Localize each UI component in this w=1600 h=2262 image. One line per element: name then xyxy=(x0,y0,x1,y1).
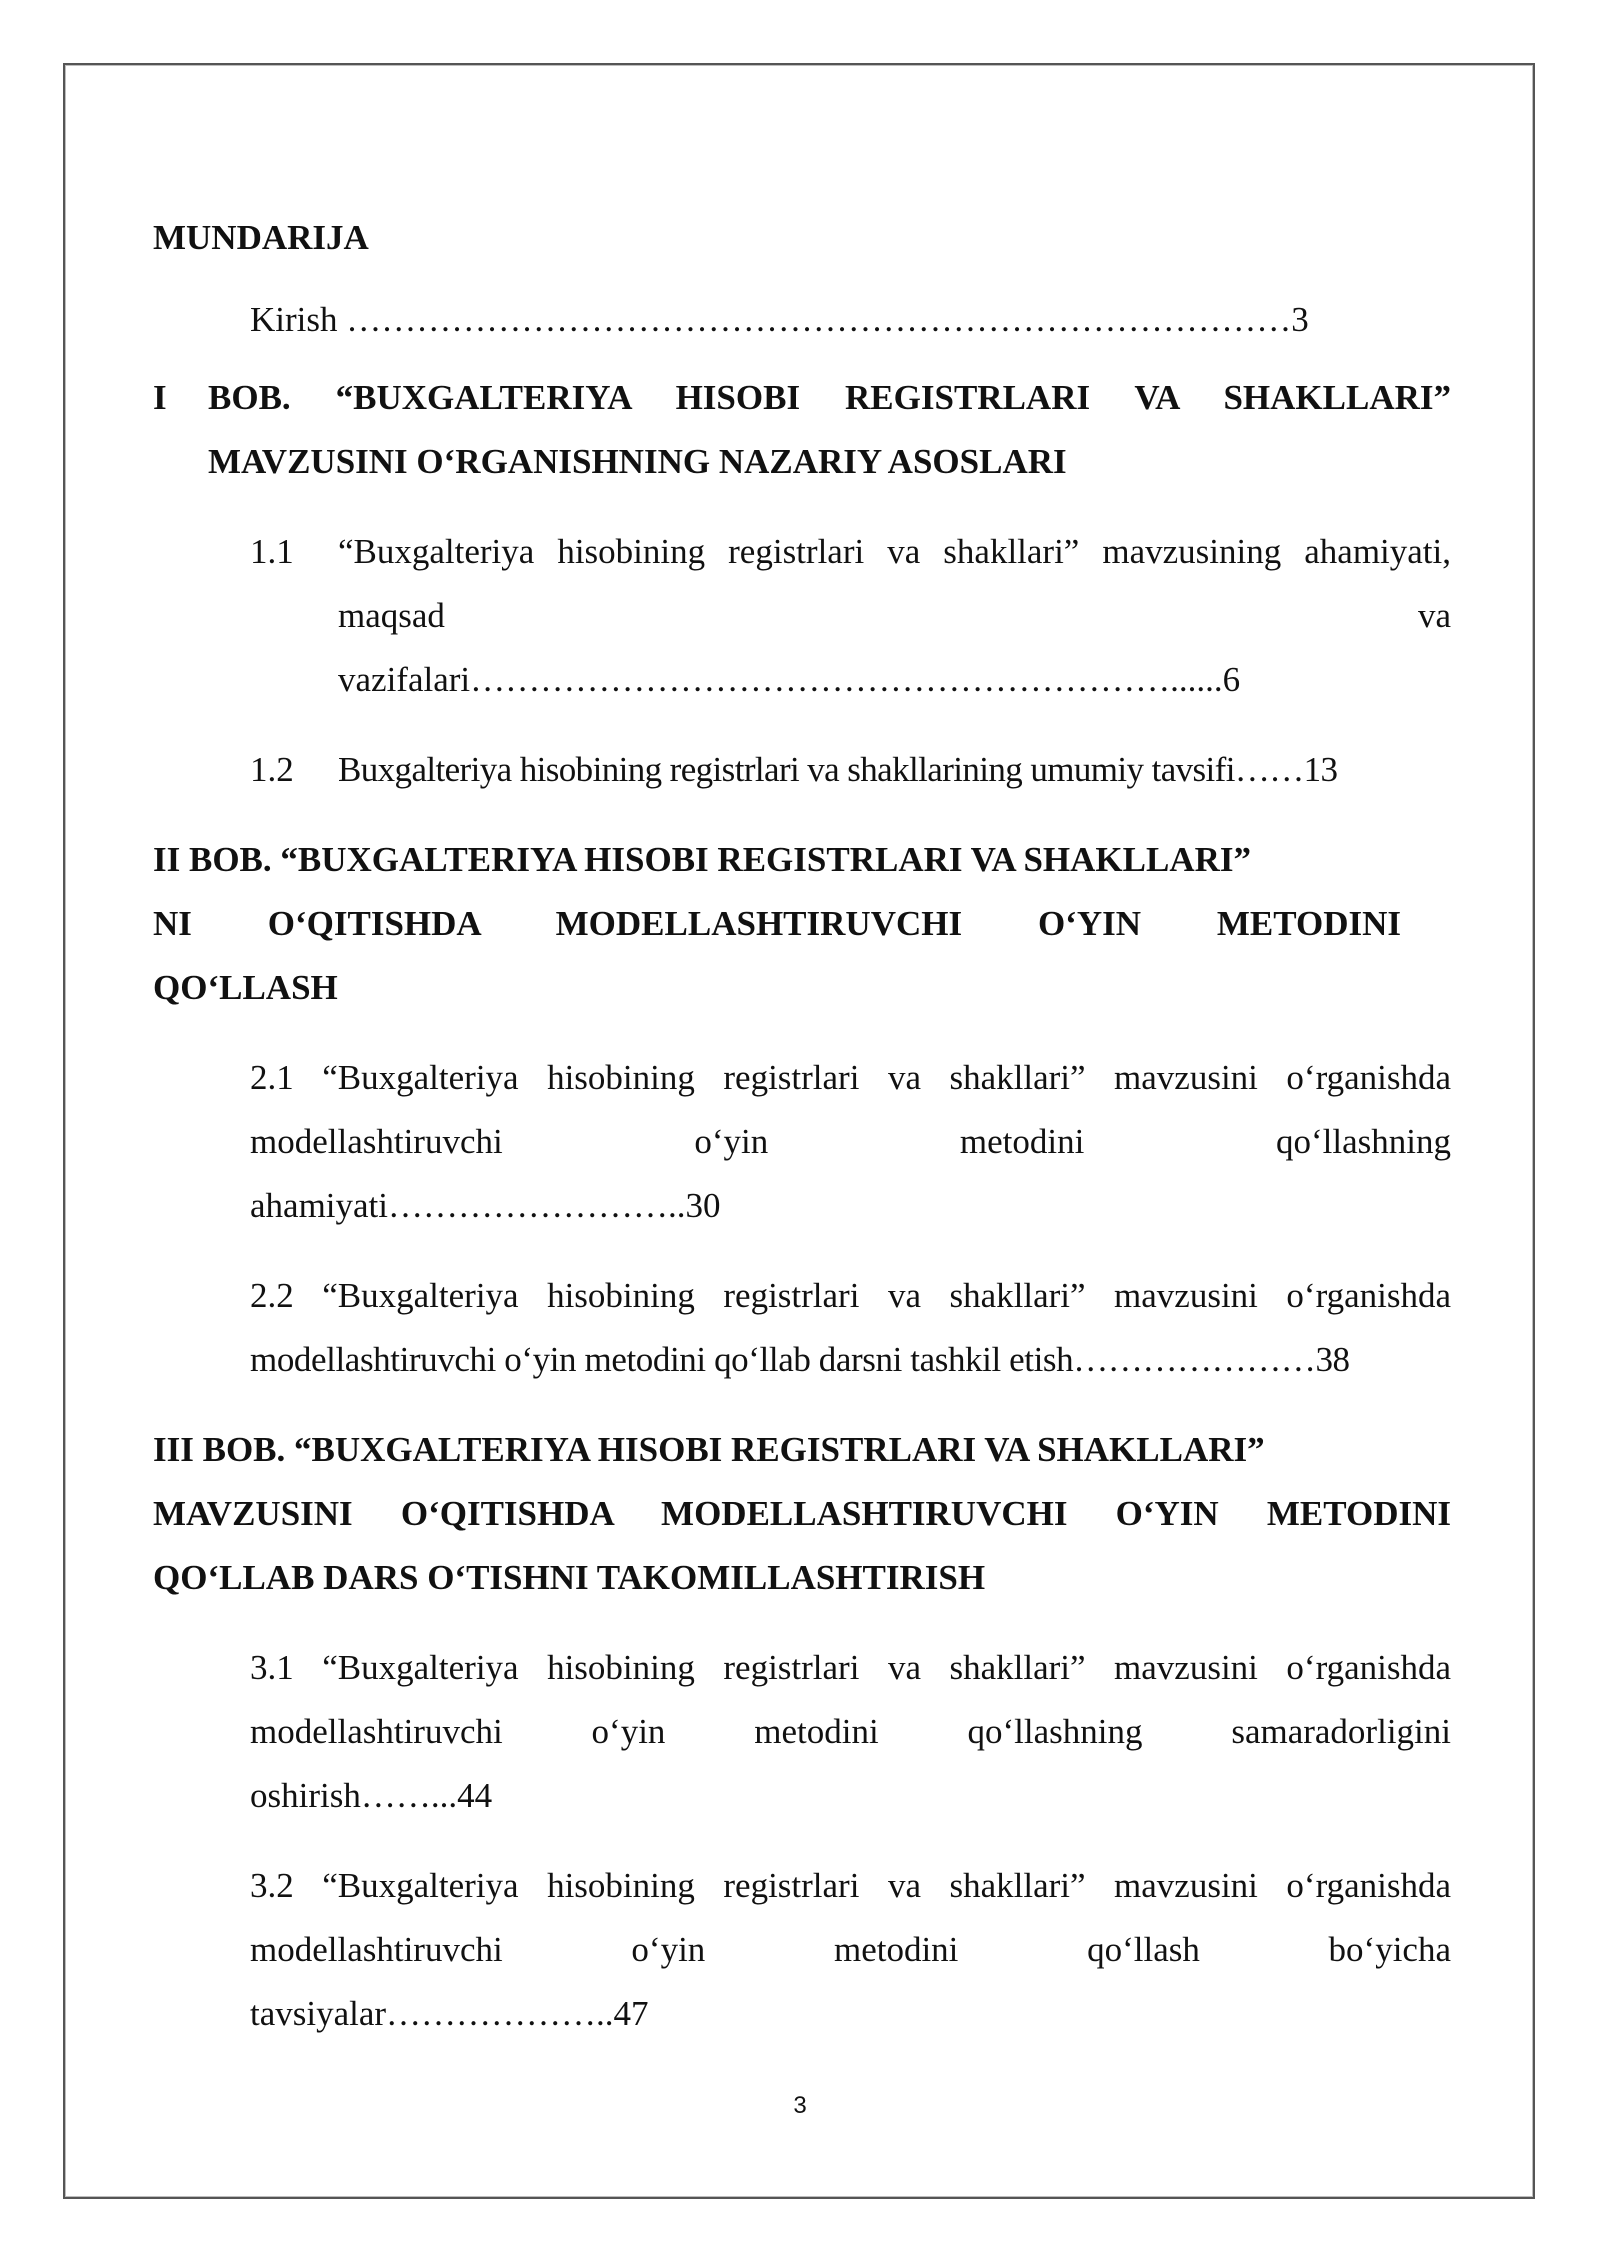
chapter-title-line: NI O‘QITISHDA MODELLASHTIRUVCHI O‘YIN METODINI xyxy=(153,904,1401,943)
table-of-contents xyxy=(153,206,1451,2072)
section-title-line: tavsiyalar………………..47 xyxy=(250,1994,649,2033)
section-title-line xyxy=(250,1636,1451,1700)
chapter-title-line: III BOB. “BUXGALTERIYA HISOBI REGISTRLARI VA SHAKLLARI” xyxy=(153,1430,1265,1469)
section-title-line xyxy=(250,1046,1451,1110)
chapter-title-line: MAVZUSINI O‘QITISHDA MODELLASHTIRUVCHI O‘YIN METODINI xyxy=(153,1494,1451,1533)
chapter-title-line: BOB. “BUXGALTERIYA HISOBI REGISTRLARI VA SHAKLLARI” xyxy=(208,378,1451,417)
section-title-line: “Buxgalteriya hisobining registrlari va shakllari” mavzusining ahamiyati, xyxy=(338,532,1451,571)
section-title-line: ahamiyati……………………..30 xyxy=(250,1186,721,1225)
section-number: 1.2 xyxy=(250,750,294,789)
toc-chapter-3 xyxy=(153,1418,1451,1610)
toc-entry-1-1 xyxy=(153,520,1451,712)
chapter-number: I xyxy=(153,378,167,417)
toc-entry-3-2 xyxy=(153,1854,1451,2046)
section-title-line xyxy=(250,1854,1451,1918)
section-title-line: modellashtiruvchi o‘yin metodini qo‘llab darsni tashkil etish…………………38 xyxy=(250,1340,1350,1379)
section-title-line: vazifalari……………………………………………………......6 xyxy=(338,660,1241,699)
section-word: va xyxy=(1417,596,1451,635)
toc-title: MUNDARIJA xyxy=(153,218,369,257)
toc-entry-1-2 xyxy=(153,738,1451,802)
toc-entry-2-1 xyxy=(153,1046,1451,1238)
section-word: maqsad xyxy=(338,596,445,635)
section-number: 1.1 xyxy=(250,532,294,571)
section-title-text: “Buxgalteriya hisobining registrlari va shakllari” mavzusini o‘rganishda xyxy=(322,1648,1452,1687)
toc-entry-2-2 xyxy=(153,1264,1451,1392)
page-number: 3 xyxy=(793,2092,807,2119)
section-title-line: oshirish……...44 xyxy=(250,1776,493,1815)
chapter-title-line: QO‘LLAB DARS O‘TISHNI TAKOMILLASHTIRISH xyxy=(153,1558,986,1597)
section-title-text: “Buxgalteriya hisobining registrlari va shakllari” mavzusini o‘rganishda xyxy=(322,1058,1452,1097)
section-title-line: modellashtiruvchi o‘yin metodini qo‘llash bo‘yicha xyxy=(250,1930,1451,1969)
section-title-line: modellashtiruvchi o‘yin metodini qo‘llashning samaradorligini xyxy=(250,1712,1451,1751)
section-title-line xyxy=(250,1264,1451,1328)
section-title-text: “Buxgalteriya hisobining registrlari va shakllari” mavzusini o‘rganishda xyxy=(322,1866,1452,1905)
chapter-title-line: QO‘LLASH xyxy=(153,968,338,1007)
toc-chapter-2 xyxy=(153,828,1451,1020)
section-title-line xyxy=(338,584,1451,648)
section-title: Buxgalteriya hisobining registrlari va shakllarining umumiy tavsifi……13 xyxy=(338,750,1338,789)
section-number: 3.2 xyxy=(250,1866,294,1905)
section-title-line: modellashtiruvchi o‘yin metodini qo‘llashning xyxy=(250,1122,1451,1161)
toc-entry-3-1 xyxy=(153,1636,1451,1828)
section-title-text: “Buxgalteriya hisobining registrlari va shakllari” mavzusini o‘rganishda xyxy=(322,1276,1452,1315)
toc-entry-intro: Kirish ………………………………………………………………………3 xyxy=(250,300,1309,339)
section-number: 2.2 xyxy=(250,1276,294,1315)
chapter-title-line: MAVZUSINI O‘RGANISHNING NAZARIY ASOSLARI xyxy=(208,442,1067,481)
section-number: 2.1 xyxy=(250,1058,294,1097)
chapter-title-line: II BOB. “BUXGALTERIYA HISOBI REGISTRLARI VA SHAKLLARI” xyxy=(153,840,1252,879)
toc-chapter-1 xyxy=(153,366,1451,494)
section-number: 3.1 xyxy=(250,1648,294,1687)
